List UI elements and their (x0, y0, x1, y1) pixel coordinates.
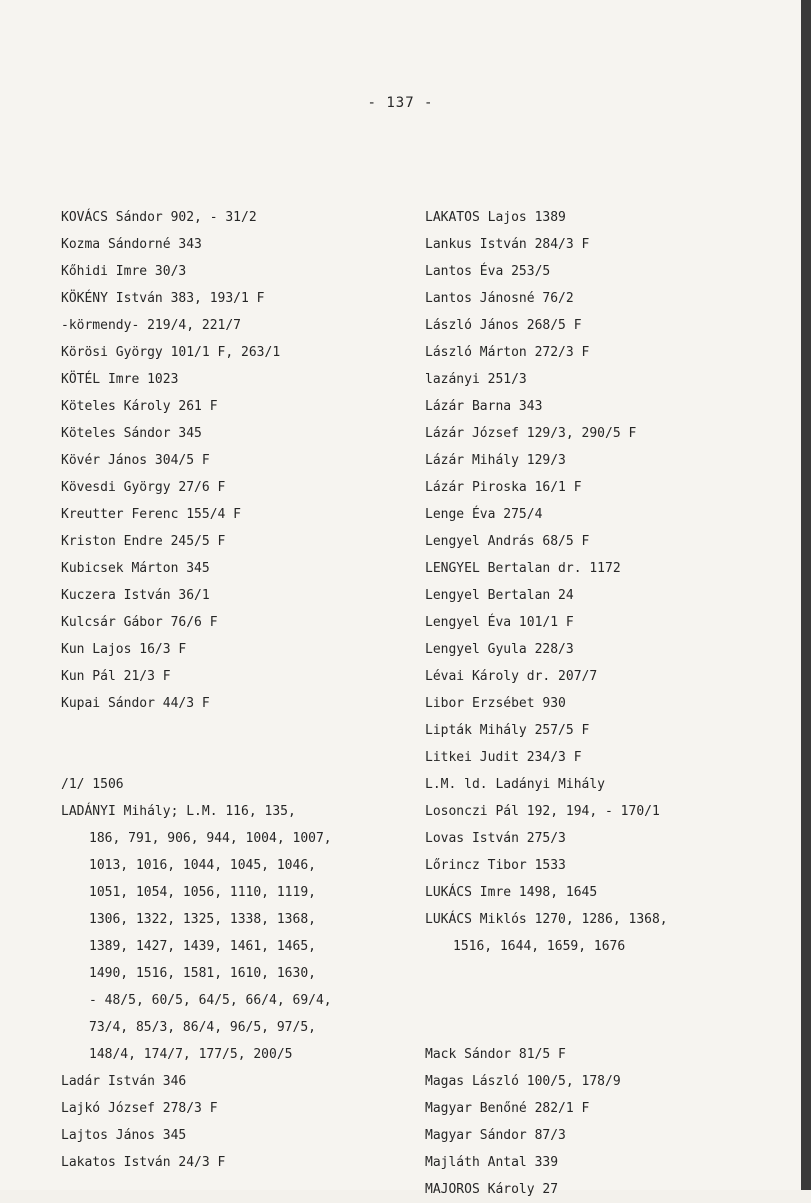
index-entry: Lajkó József 278/3 F (61, 1101, 218, 1116)
index-entry: LUKÁCS Imre 1498, 1645 (425, 885, 598, 900)
index-entry: Kun Lajos 16/3 F (61, 642, 187, 657)
index-entry: Kubicsek Márton 345 (61, 561, 210, 576)
index-entry: Libor Erzsébet 930 (425, 696, 566, 711)
index-entry: 1051, 1054, 1056, 1110, 1119, (89, 885, 316, 900)
index-entry: - 48/5, 60/5, 64/5, 66/4, 69/4, (89, 993, 332, 1008)
index-entry: Lantos Éva 253/5 (425, 264, 551, 279)
index-entry: Kövesdi György 27/6 F (61, 480, 226, 495)
index-entry: Mack Sándor 81/5 F (425, 1047, 566, 1062)
index-entry: Kulcsár Gábor 76/6 F (61, 615, 218, 630)
index-entry: László Márton 272/3 F (425, 345, 590, 360)
page-number: - 137 - (367, 95, 434, 111)
index-entry: Körösi György 101/1 F, 263/1 (61, 345, 281, 360)
index-entry: Lőrincz Tibor 1533 (425, 858, 566, 873)
index-entry: Magas László 100/5, 178/9 (425, 1074, 621, 1089)
index-entry: Lengyel Gyula 228/3 (425, 642, 574, 657)
index-entry: Lenge Éva 275/4 (425, 507, 543, 522)
index-entry: /1/ 1506 (61, 777, 124, 792)
index-entry: Lipták Mihály 257/5 F (425, 723, 590, 738)
index-entry: LADÁNYI Mihály; L.M. 116, 135, (61, 804, 296, 819)
index-entry: KÖKÉNY István 383, 193/1 F (61, 291, 265, 306)
index-entry: 186, 791, 906, 944, 1004, 1007, (89, 831, 332, 846)
index-entry: Lovas István 275/3 (425, 831, 566, 846)
index-entry: Köteles Károly 261 F (61, 399, 218, 414)
index-entry: Kozma Sándorné 343 (61, 237, 202, 252)
index-entry: Kriston Endre 245/5 F (61, 534, 226, 549)
index-entry: Köteles Sándor 345 (61, 426, 202, 441)
index-entry: KÖTÉL Imre 1023 (61, 372, 179, 387)
index-entry: Lengyel Éva 101/1 F (425, 615, 574, 630)
index-entry: Losonczi Pál 192, 194, - 170/1 (425, 804, 660, 819)
index-entry (425, 960, 795, 987)
index-entry: Lengyel Bertalan 24 (425, 588, 574, 603)
index-column-left (61, 204, 411, 1176)
index-entry: Magyar Benőné 282/1 F (425, 1101, 590, 1116)
index-entry: LENGYEL Bertalan dr. 1172 (425, 561, 621, 576)
index-entry: Kőhidi Imre 30/3 (61, 264, 187, 279)
index-entry: 1389, 1427, 1439, 1461, 1465, (89, 939, 316, 954)
index-entry: Majláth Antal 339 (425, 1155, 559, 1170)
index-entry: Litkei Judit 234/3 F (425, 750, 582, 765)
index-entry: lazányi 251/3 (425, 372, 527, 387)
index-entry: Lázár Piroska 16/1 F (425, 480, 582, 495)
index-entry: Lakatos István 24/3 F (61, 1155, 226, 1170)
index-entry: 73/4, 85/3, 86/4, 96/5, 97/5, (89, 1020, 316, 1035)
index-entry: LAKATOS Lajos 1389 (425, 210, 566, 225)
index-entry: -körmendy- 219/4, 221/7 (61, 318, 242, 333)
index-entry (425, 987, 795, 1014)
index-entry: 148/4, 174/7, 177/5, 200/5 (89, 1047, 293, 1062)
index-entry: Lajtos János 345 (61, 1128, 187, 1143)
index-entry: Lankus István 284/3 F (425, 237, 590, 252)
index-entry: Kun Pál 21/3 F (61, 669, 171, 684)
index-entry: Lantos Jánosné 76/2 (425, 291, 574, 306)
index-entry: Lázár Barna 343 (425, 399, 543, 414)
index-entry: L.M. ld. Ladányi Mihály (425, 777, 606, 792)
index-entry (61, 744, 411, 771)
index-entry: 1306, 1322, 1325, 1338, 1368, (89, 912, 316, 927)
index-entry: Magyar Sándor 87/3 (425, 1128, 566, 1143)
index-entry: 1516, 1644, 1659, 1676 (453, 939, 626, 954)
index-entry (425, 1014, 795, 1041)
index-entry: Ladár István 346 (61, 1074, 187, 1089)
index-entry: Lázár Mihály 129/3 (425, 453, 566, 468)
index-entry: KOVÁCS Sándor 902, - 31/2 (61, 210, 257, 225)
index-entry: Kreutter Ferenc 155/4 F (61, 507, 242, 522)
index-entry: 1490, 1516, 1581, 1610, 1630, (89, 966, 316, 981)
index-column-right (425, 204, 795, 1203)
index-entry: Kuczera István 36/1 (61, 588, 210, 603)
index-entry: LUKÁCS Miklós 1270, 1286, 1368, (425, 912, 668, 927)
index-entry: Kupai Sándor 44/3 F (61, 696, 210, 711)
index-entry: László János 268/5 F (425, 318, 582, 333)
index-entry: Kövér János 304/5 F (61, 453, 210, 468)
index-entry: Lázár József 129/3, 290/5 F (425, 426, 637, 441)
scan-edge (801, 0, 811, 1190)
index-entry: Lévai Károly dr. 207/7 (425, 669, 598, 684)
index-entry: Lengyel András 68/5 F (425, 534, 590, 549)
index-entry: 1013, 1016, 1044, 1045, 1046, (89, 858, 316, 873)
index-entry (61, 717, 411, 744)
index-entry: MAJOROS Károly 27 (425, 1182, 559, 1197)
